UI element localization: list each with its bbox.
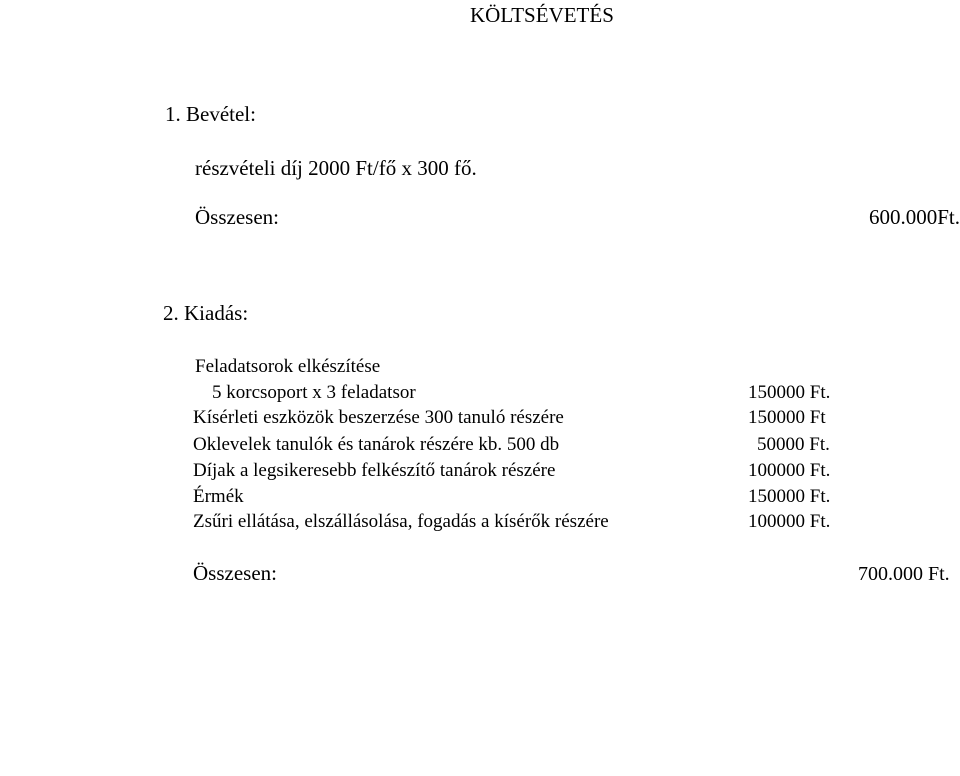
income-heading: 1. Bevétel: [165, 102, 256, 126]
expense-item-amount: 100000 Ft. [748, 511, 831, 532]
expense-item-label: Kísérleti eszközök beszerzése 300 tanuló részére [193, 407, 564, 428]
document-title: KÖLTSÉVETÉS [470, 3, 614, 27]
expense-item-amount: 100000 Ft. [748, 460, 831, 481]
income-total-value: 600.000Ft. [869, 205, 960, 229]
expense-item-amount: 150000 Ft. [748, 486, 831, 507]
expense-item-label: Feladatsorok elkészítése [195, 356, 381, 377]
expense-item-amount: 150000 Ft [748, 407, 826, 428]
income-total-label: Összesen: [195, 205, 279, 229]
expense-item-label: Zsűri ellátása, elszállásolása, fogadás a kísérők részére [193, 511, 609, 532]
expense-item-label: Oklevelek tanulók és tanárok részére kb. 500 db [193, 434, 560, 455]
expense-item-amount: 50000 Ft. [757, 434, 830, 455]
expense-item-amount: 150000 Ft. [748, 382, 831, 403]
expense-item-label: Díjak a legsikeresebb felkészítő tanárok részére [193, 460, 556, 481]
expense-total-label: Összesen: [193, 561, 277, 585]
expense-heading: 2. Kiadás: [163, 301, 249, 325]
income-line: részvételi díj 2000 Ft/fő x 300 fő. [195, 156, 477, 180]
expense-total-value: 700.000 Ft. [858, 563, 950, 585]
expense-item-label: 5 korcsoport x 3 feladatsor [212, 382, 416, 403]
expense-item-label: Érmék [193, 486, 244, 507]
